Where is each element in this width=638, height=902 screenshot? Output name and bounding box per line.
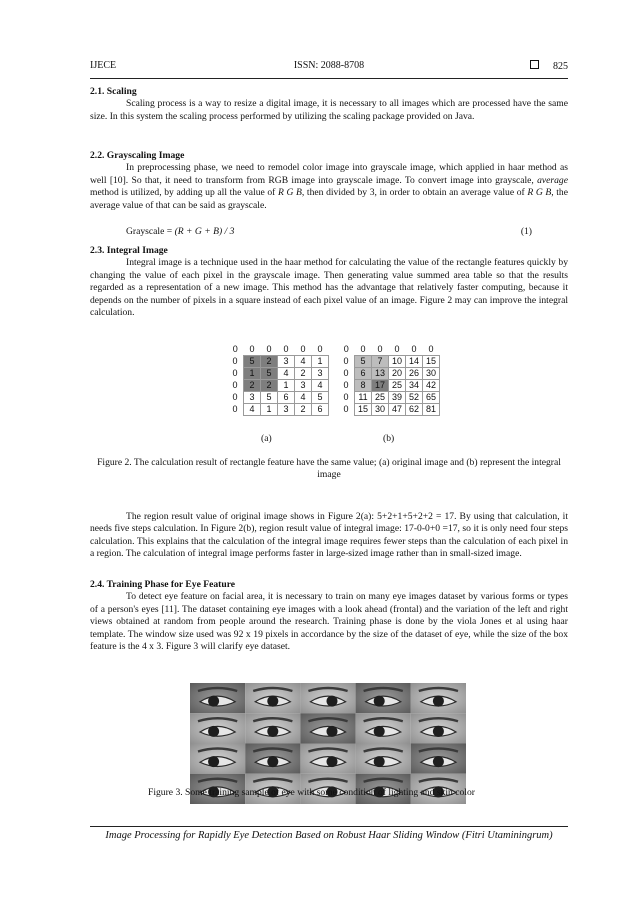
eye-tile	[190, 683, 245, 713]
eye-tile	[356, 683, 411, 713]
figure2-label-a: (a)	[261, 433, 272, 444]
grid-cell: 0	[232, 356, 238, 366]
grid-cell: 0	[232, 344, 238, 355]
grid-cell: 0	[343, 380, 349, 390]
grid-row	[338, 368, 440, 380]
grid-cell: 17	[372, 380, 389, 392]
grid-cell: 0	[232, 392, 238, 402]
grid-cell: 25	[372, 392, 389, 404]
grid-cell: 2	[261, 380, 278, 392]
page-number: 825	[553, 61, 568, 72]
grid-cell: 3	[312, 368, 329, 380]
grid-cell: 39	[389, 392, 406, 404]
grid-cell: 52	[406, 392, 423, 404]
eye-tile	[411, 744, 466, 774]
grid-cell: 0	[283, 344, 289, 354]
running-footer: Image Processing for Rapidly Eye Detection Based on Robust Haar Sliding Window (Fitri Utaminingrum)	[105, 830, 553, 841]
grid-row	[338, 392, 440, 404]
grid-cell: 3	[278, 404, 295, 416]
grid-cell: 5	[261, 392, 278, 404]
grid-cell: 0	[343, 368, 349, 378]
grid-row	[338, 344, 440, 356]
grid-cell: 1	[261, 404, 278, 416]
grid-cell: 3	[278, 356, 295, 368]
grid-cell: 0	[343, 404, 349, 414]
grid-cell: 0	[232, 380, 238, 390]
grid-cell: 6	[355, 368, 372, 380]
eye-tile	[411, 713, 466, 743]
eye-tile	[300, 744, 355, 774]
grid-cell: 8	[355, 380, 372, 392]
grid-cell: 10	[389, 356, 406, 368]
grid-row	[227, 344, 329, 356]
grid-cell: 3	[295, 380, 312, 392]
grid-cell: 1	[312, 356, 329, 368]
grid-cell: 0	[343, 344, 349, 355]
grid-cell: 4	[312, 380, 329, 392]
grid-row	[338, 404, 440, 416]
grid-cell: 0	[394, 344, 400, 354]
grid-row	[227, 356, 329, 368]
grid-cell: 6	[312, 404, 329, 416]
eye-tile	[300, 713, 355, 743]
grid-cell: 7	[372, 356, 389, 368]
eye-tiles	[190, 683, 466, 804]
issn: ISSN: 2088-8708	[293, 60, 365, 71]
grid-cell: 11	[355, 392, 372, 404]
header-rule	[90, 78, 568, 79]
grid-cell: 4	[244, 404, 261, 416]
grid-cell: 5	[312, 392, 329, 404]
grid-cell: 0	[343, 392, 349, 402]
grid-cell: 42	[423, 380, 440, 392]
grid-cell: 34	[406, 380, 423, 392]
grid-cell: 47	[389, 404, 406, 416]
grid-cell: 4	[278, 368, 295, 380]
page-number-wrap	[530, 60, 568, 72]
eye-tile	[245, 713, 300, 743]
equation-rhs: (R + G + B) / 3	[174, 226, 235, 237]
section-training-phase	[90, 579, 568, 653]
grid-cell: 0	[300, 344, 306, 354]
grid-cell: 2	[295, 368, 312, 380]
grid-cell: 81	[423, 404, 440, 416]
grid-row	[338, 356, 440, 368]
section-heading: 2.4. Training Phase for Eye Feature	[90, 579, 236, 590]
grid-cell: 0	[317, 344, 323, 354]
grid-cell: 0	[377, 344, 383, 354]
eye-tile	[190, 744, 245, 774]
equation-number: (1)	[520, 226, 532, 237]
eye-tile	[245, 744, 300, 774]
grid-cell: 0	[266, 344, 272, 354]
section-body: Integral image is a technique used in the haar method for calculating the value of the rectangle features quickly by changing the value of each pixel in the grayscale image. Then generating value summed area table so that the results regarded as a representation of a new image. This method has the advantage that relatively faster computing, because it depends on the number of pixels in a square instead of each pixel value of an image. Figure 2 may can improve the integral calculation.	[90, 257, 568, 319]
grid-cell: 15	[423, 356, 440, 368]
grid-cell: 4	[295, 392, 312, 404]
running-header	[90, 60, 568, 74]
grid-cell: 5	[244, 356, 261, 368]
grid-cell: 62	[406, 404, 423, 416]
grid-cell: 0	[232, 404, 238, 414]
section-body: To detect eye feature on facial area, it is necessary to train on many eye images dataset by various forms or types of a person's eyes [11]. The dataset containing eye images with a look ahead (frontal) and the variation of the left and right views obtained at random from people around the research. Training phase is done by the viola Jones et al using haar template. The window size used was 92 x 19 pixels in accordance by the size of the dataset of eye, while the size of the box feature is the 4 x 3. Figure 3 will clarify eye dataset.	[90, 591, 568, 653]
grid-cell: 26	[406, 368, 423, 380]
grid-row	[338, 380, 440, 392]
checkbox-icon	[530, 60, 539, 69]
grid-cell: 0	[360, 344, 366, 354]
grid-cell: 0	[428, 344, 434, 354]
section-integral-image	[90, 245, 568, 319]
grid-cell: 0	[343, 356, 349, 366]
grid-cell: 1	[244, 368, 261, 380]
section-scaling	[90, 86, 568, 123]
figure2-grid-a	[227, 344, 329, 416]
grid-cell: 14	[406, 356, 423, 368]
section-grayscaling	[90, 150, 568, 212]
equation-lhs: Grayscale =	[126, 226, 175, 237]
grid-cell: 30	[372, 404, 389, 416]
eye-tile	[356, 744, 411, 774]
figure2-grid-b	[338, 344, 440, 416]
region-paragraph: The region result value of original image shows in Figure 2(a): 5+2+1+5+2+2 = 17. By using that calculation, it needs five steps calculation. In Figure 2(b), region result value of integral image: 17-0-0+0 =17, so it is only need four steps calculation. This explains that the calculation of the integral image requires fewer steps than the calculation of each pixel in a region. The calculation of integral image performs faster in large-sized image rather than in small-sized image.	[90, 511, 568, 560]
grid-row	[227, 404, 329, 416]
grid-cell: 2	[295, 404, 312, 416]
figure3-eye-samples-image	[190, 683, 466, 804]
eye-tile	[411, 683, 466, 713]
journal-name: IJECE	[90, 60, 117, 71]
grid-cell: 5	[261, 368, 278, 380]
grid-cell: 5	[355, 356, 372, 368]
grid-cell: 0	[249, 344, 255, 354]
section-heading: 2.3. Integral Image	[90, 245, 168, 256]
grid-cell: 20	[389, 368, 406, 380]
eye-tile	[245, 683, 300, 713]
footer-rule	[90, 826, 568, 827]
grid-cell: 25	[389, 380, 406, 392]
grid-cell: 2	[244, 380, 261, 392]
grid-cell: 65	[423, 392, 440, 404]
eye-tile	[190, 713, 245, 743]
eye-tile	[356, 713, 411, 743]
grid-cell: 3	[244, 392, 261, 404]
section-heading: 2.2. Grayscaling Image	[90, 150, 185, 161]
figure2-caption: Figure 2. The calculation result of rectangle feature have the same value; (a) original image and (b) represent the integral image	[97, 457, 561, 481]
grid-cell: 30	[423, 368, 440, 380]
grid-cell: 6	[278, 392, 295, 404]
section-body: In preprocessing phase, we need to remodel color image into grayscale image, which applied in haar method as well [10]. So that, it need to transform from RGB image into grayscale image. To convert image into grayscale, average method is utilized, by adding up all the value of R G B, then divided by 3, in order to obtain an average value of R G B, the average value of that can be said as grayscale.	[90, 162, 568, 211]
grid-cell: 0	[232, 368, 238, 378]
grid-cell: 4	[295, 356, 312, 368]
section-heading: 2.1. Scaling	[90, 86, 137, 97]
grid-row	[227, 368, 329, 380]
grid-cell: 13	[372, 368, 389, 380]
grid-cell: 2	[261, 356, 278, 368]
grid-cell: 0	[411, 344, 417, 354]
grid-cell: 1	[278, 380, 295, 392]
section-body: Scaling process is a way to resize a digital image, it is necessary to all images which are processed have the same size. In this system the scaling process performed by utilizing the scaling package provided on Java.	[90, 98, 568, 122]
grid-cell: 15	[355, 404, 372, 416]
figure3-caption: Figure 3. Some training sample of eye with some condition of lighting and skin color	[148, 787, 475, 798]
figure2-label-b: (b)	[383, 433, 395, 444]
grid-row	[227, 392, 329, 404]
eye-tile	[300, 683, 355, 713]
grid-row	[227, 380, 329, 392]
